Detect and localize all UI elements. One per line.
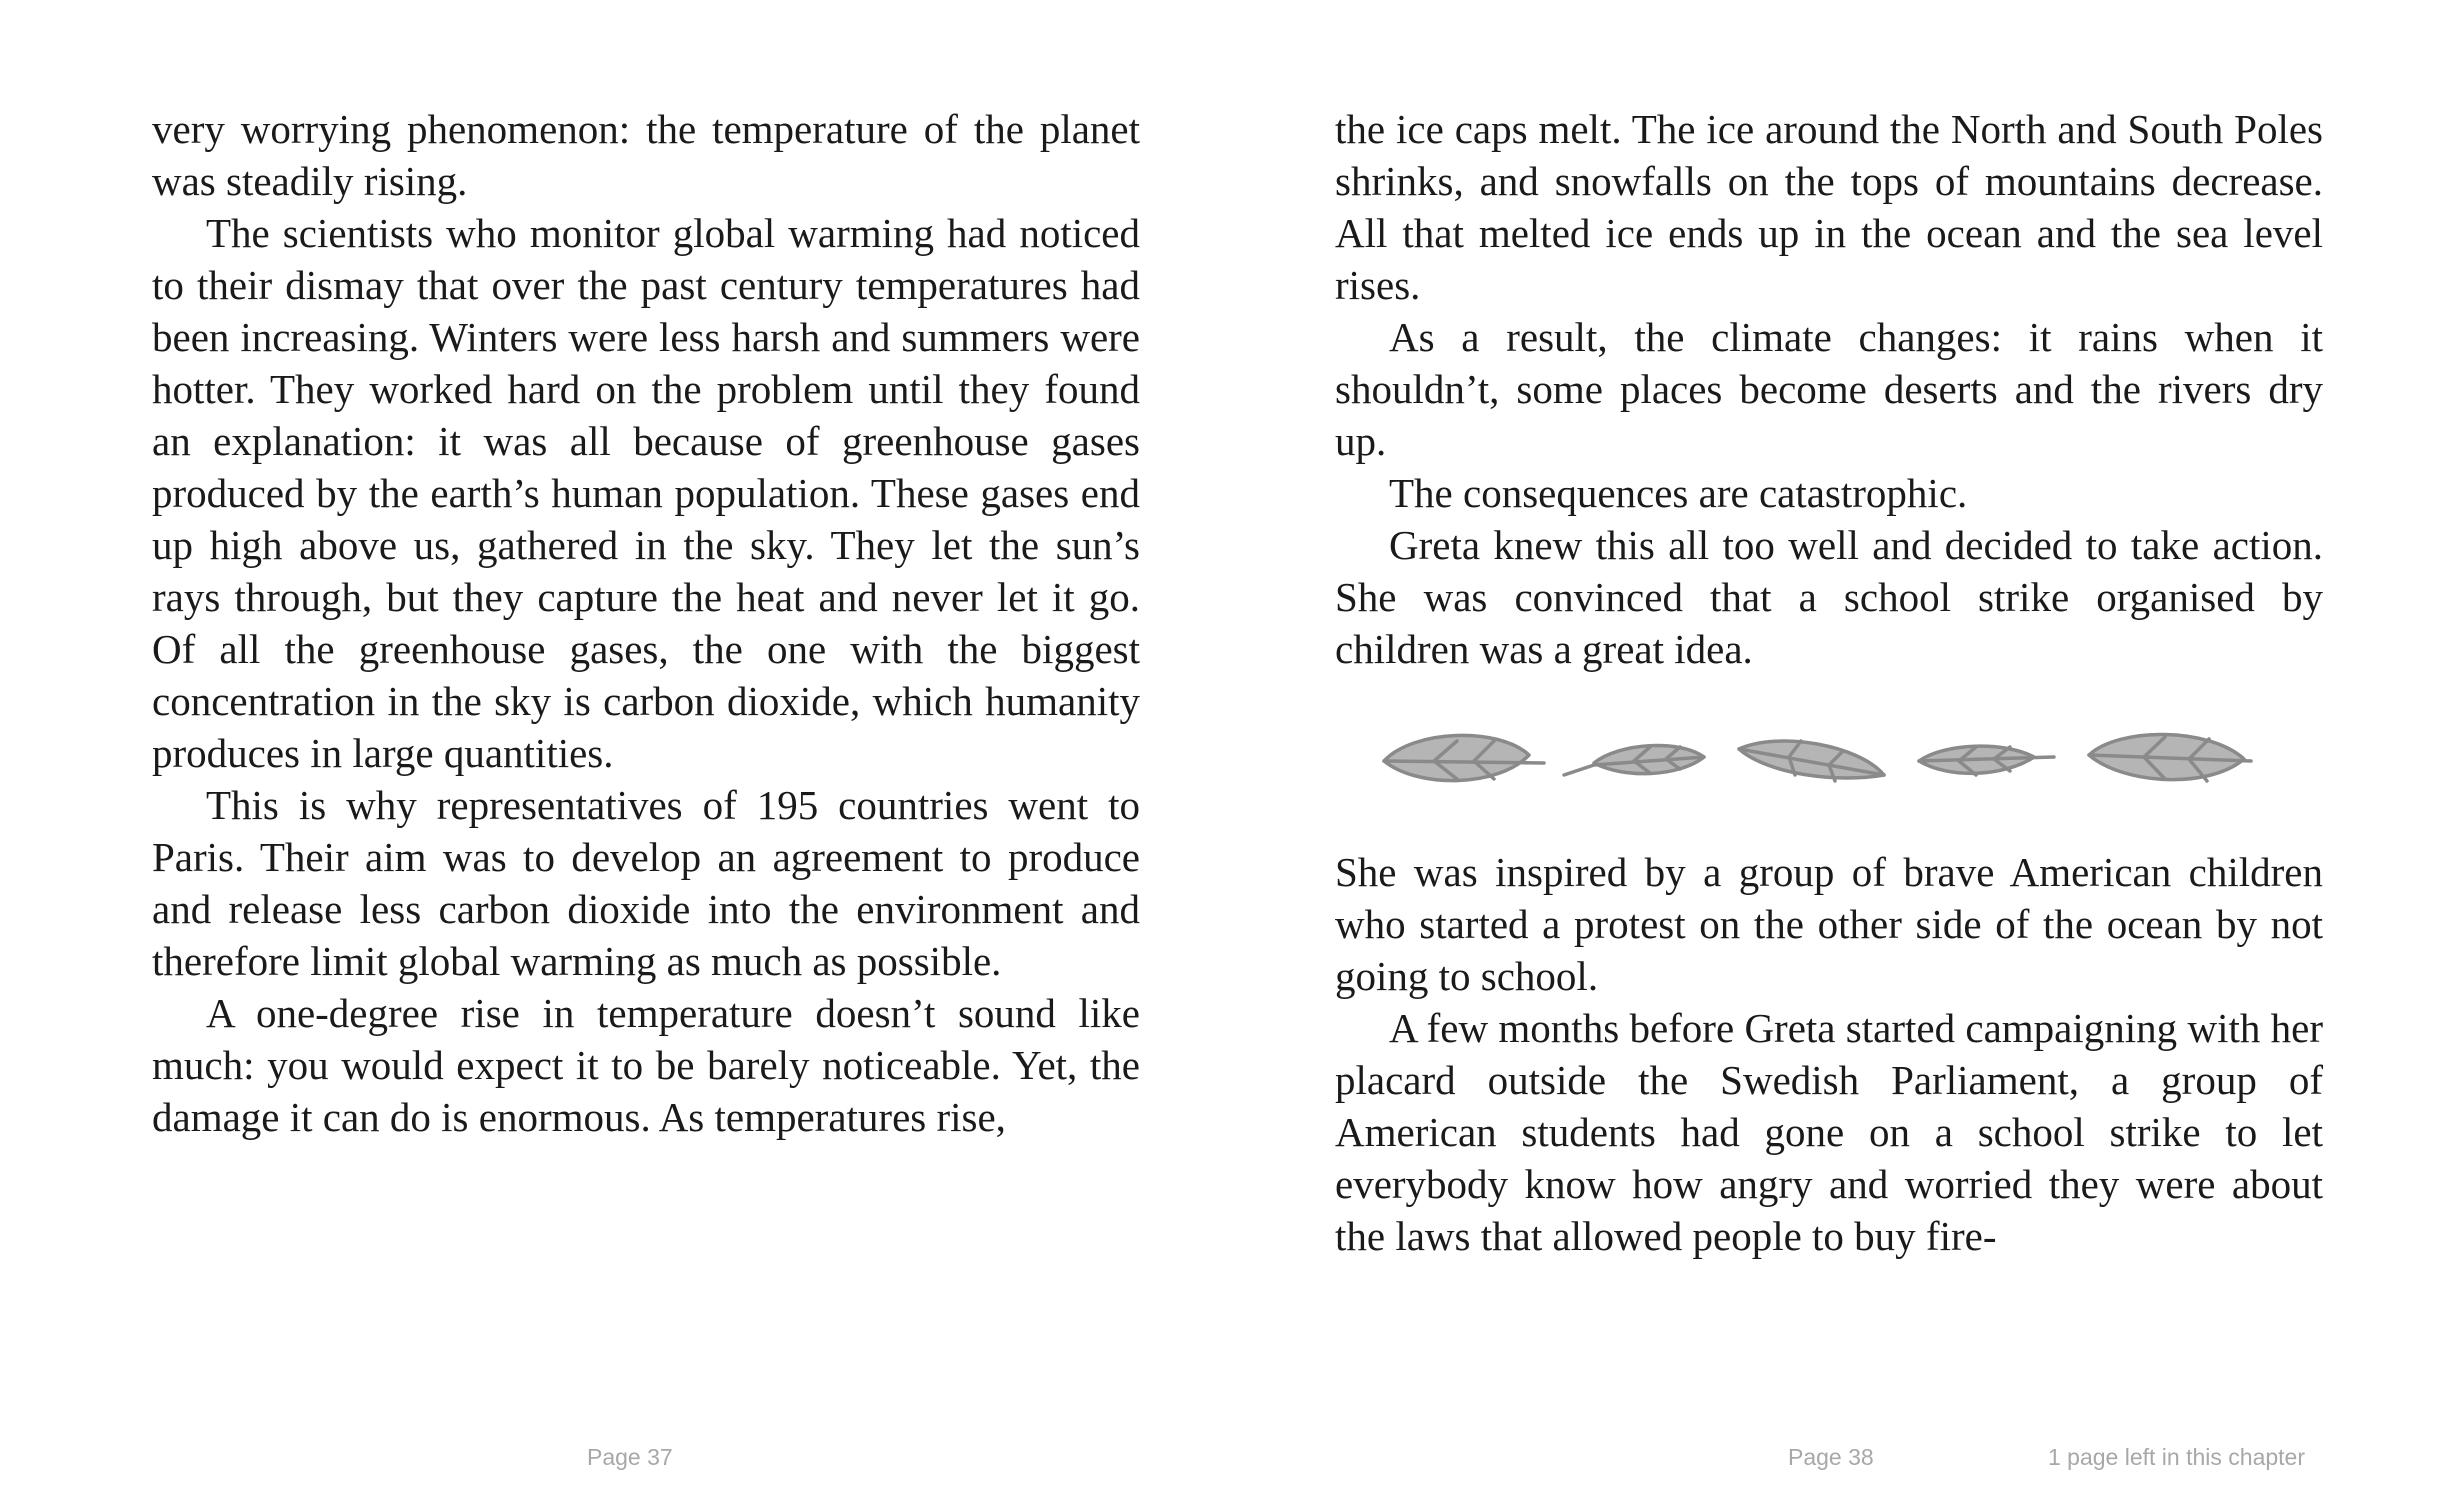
left-page [152,103,1140,1143]
leaf-icon [1739,741,1884,781]
paragraph: A few months before Greta started campaigning with her placard outside the Swedish Parliament, a group of American students had gone on a school strike to let everybody know how angry and worried they were about the laws that allowed people to buy fire- [1335,1005,2323,1259]
page-number-right: Page 38 [1788,1444,1874,1470]
leaves-divider-icon [1335,719,2323,804]
paragraph: A one-degree rise in temperature doesn’t sound like much: you would expect it to be barely noticeable. Yet, the damage it can do is enormous. As temperatures rise, [152,990,1140,1140]
right-page [1335,103,2323,1262]
leaf-icon [2089,734,2251,781]
paragraph: This is why representatives of 195 countries went to Paris. Their aim was to develop an agreement to produce and release less carbon dioxide into the environment and therefore limit global warming as much as possible. [152,782,1140,984]
page-number-left: Page 37 [587,1444,673,1470]
leaf-icon [1564,746,1704,775]
leaf-icon [1919,746,2054,775]
paragraph: The consequences are catastrophic. [1389,470,1968,516]
paragraph: The scientists who monitor global warming had noticed to their dismay that over the past century temperatures had been increasing. Winters were less harsh and summers were hotter. They worked hard on the problem until they found an explanation: it was all because of greenhouse gases produced by the earth’s human population. These gases end up high above us, gathered in the sky. They let the sun’s rays through, but they capture the heat and never let it go. Of all the greenhouse gases, the one with the biggest concentration in the sky is carbon dioxide, which humanity produces in large quantities. [152,210,1140,776]
paragraph: As a result, the climate changes: it rains when it shouldn’t, some places become deserts and the rivers dry up. [1335,314,2323,464]
paragraph: the ice caps melt. The ice around the North and South Poles shrinks, and snowfalls on the tops of mountains decrease. All that melted ice ends up in the ocean and the sea level rises. [1335,106,2323,308]
paragraph: She was inspired by a group of brave American children who started a protest on the other side of the ocean by not going to school. [1335,849,2323,999]
leaves-divider-graphic [1379,719,2279,804]
chapter-progress-label: 1 page left in this chapter [2048,1444,2305,1470]
paragraph: very worrying phenomenon: the temperature of the planet was steadily rising. [152,106,1140,204]
leaf-icon [1384,735,1544,780]
paragraph: Greta knew this all too well and decided to take action. She was convinced that a school strike organised by children was a great idea. [1335,522,2323,672]
